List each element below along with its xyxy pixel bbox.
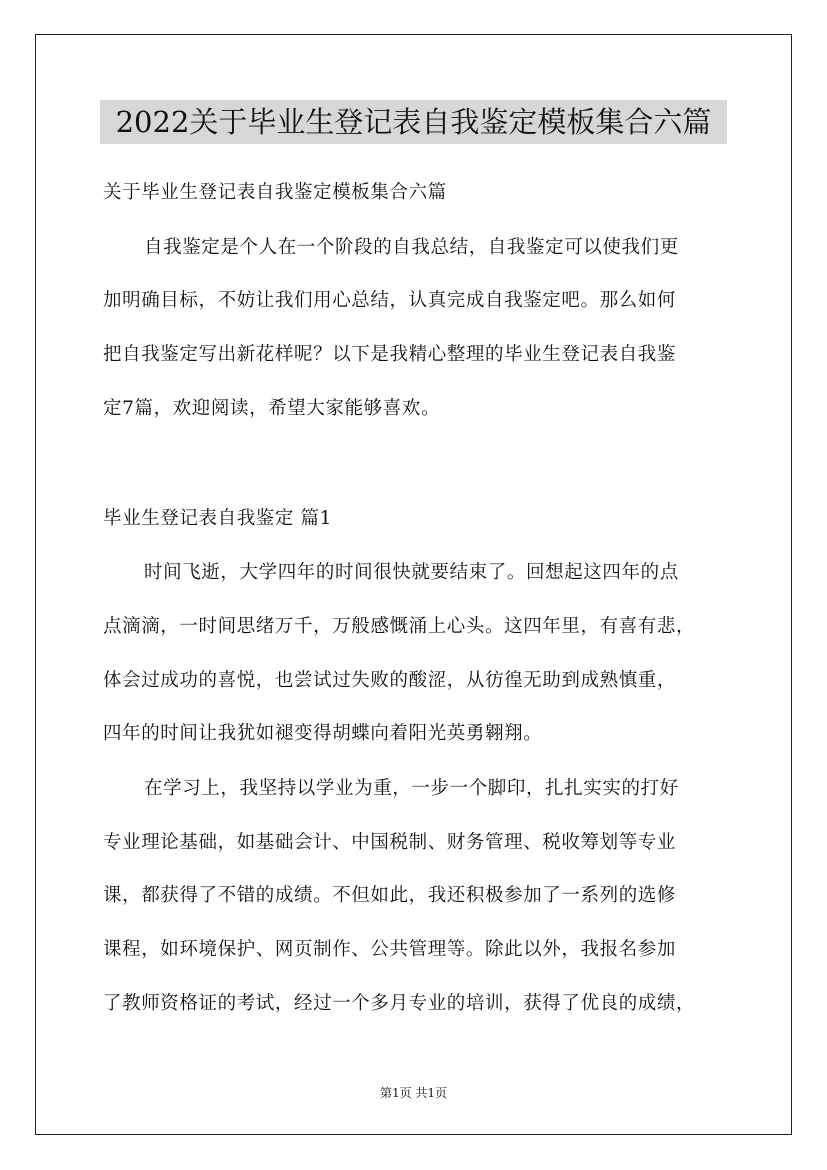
section-heading: 毕业生登记表自我鉴定 篇1 xyxy=(103,508,332,529)
intro-line-4: 定7篇，欢迎阅读，希望大家能够喜欢。 xyxy=(103,398,441,419)
para1-line-2: 点滴滴，一时间思绪万千，万般感慨涌上心头。这四年里，有喜有悲， xyxy=(103,616,696,637)
para2-line-4: 课程，如环境保护、网页制作、公共管理等。除此以外，我报名参加 xyxy=(103,939,677,960)
para1-line-1: 时间飞逝，大学四年的时间很快就要结束了。回想起这四年的点 xyxy=(144,562,679,583)
document-subtitle: 关于毕业生登记表自我鉴定模板集合六篇 xyxy=(103,182,447,203)
intro-line-1: 自我鉴定是个人在一个阶段的自我总结，自我鉴定可以使我们更 xyxy=(144,237,679,258)
intro-line-3: 把自我鉴定写出新花样呢？以下是我精心整理的毕业生登记表自我鉴 xyxy=(103,344,677,365)
para2-line-5: 了教师资格证的考试，经过一个多月专业的培训，获得了优良的成绩， xyxy=(103,993,696,1014)
para2-line-2: 专业理论基础，如基础会计、中国税制、财务管理、税收筹划等专业 xyxy=(103,832,677,853)
page-number-footer: 第1页 共1页 xyxy=(379,1086,448,1100)
para1-line-3: 体会过成功的喜悦，也尝试过失败的酸涩，从彷徨无助到成熟慎重， xyxy=(103,670,677,691)
para1-line-4: 四年的时间让我犹如褪变得胡蝶向着阳光英勇翱翔。 xyxy=(103,723,543,744)
para2-line-3: 课，都获得了不错的成绩。不但如此，我还积极参加了一系列的选修 xyxy=(103,885,677,906)
para2-line-1: 在学习上，我坚持以学业为重，一步一个脚印，扎扎实实的打好 xyxy=(144,778,679,799)
document-title: 2022关于毕业生登记表自我鉴定模板集合六篇 xyxy=(100,100,727,144)
intro-line-2: 加明确目标，不妨让我们用心总结，认真完成自我鉴定吧。那么如何 xyxy=(103,290,677,311)
